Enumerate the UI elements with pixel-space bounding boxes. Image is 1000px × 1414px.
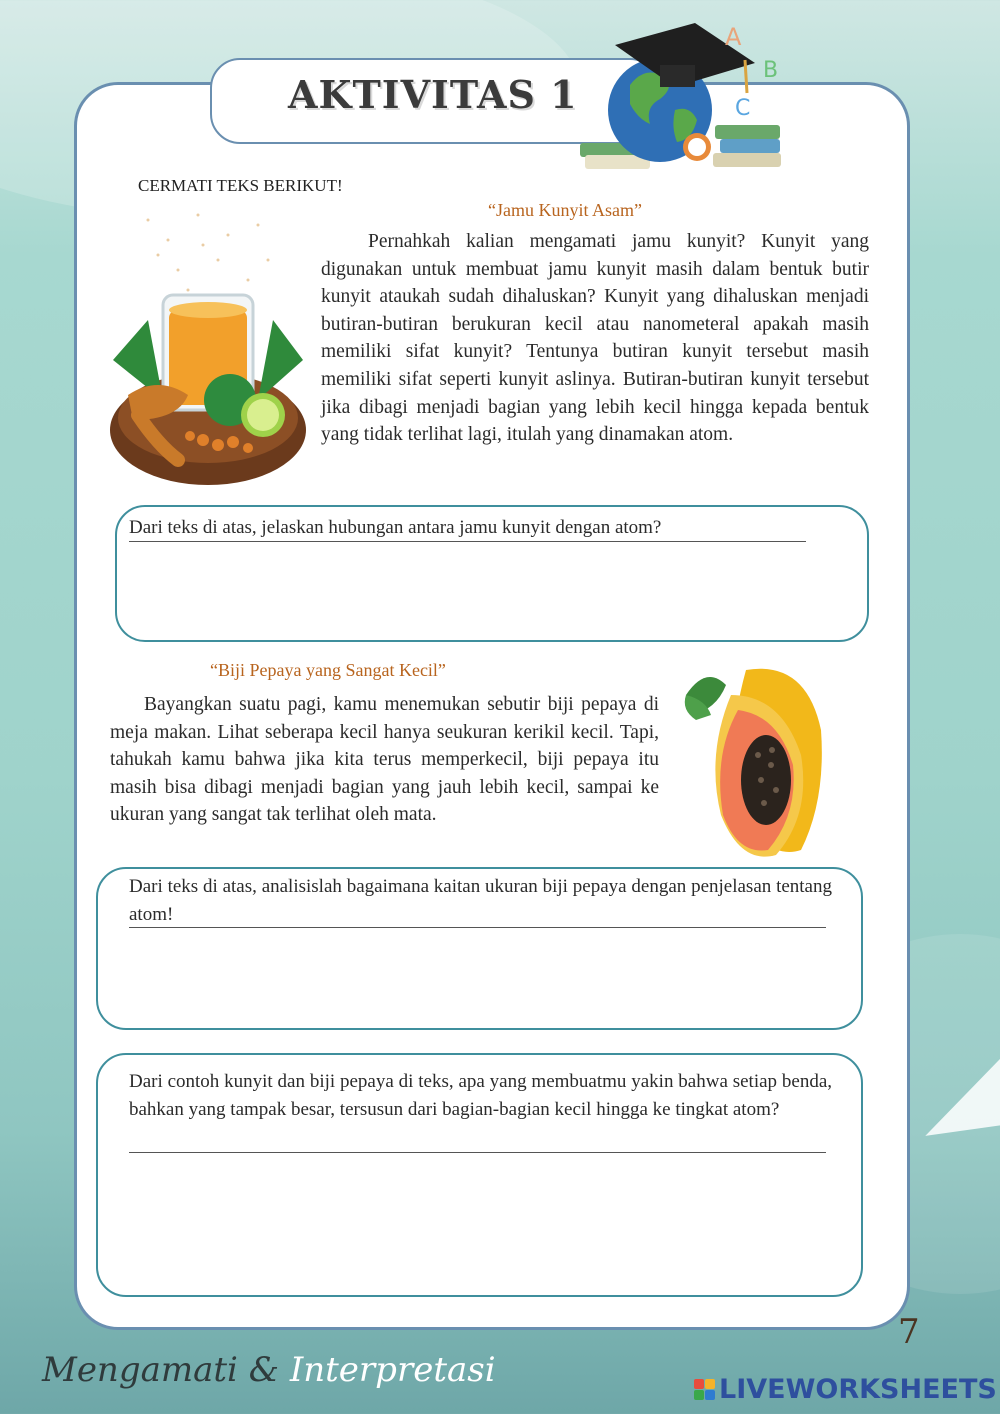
papaya-illustration <box>676 655 828 860</box>
question1-underline <box>129 541 806 542</box>
papaya-seeds-icon <box>741 735 791 825</box>
question1-answer-field[interactable] <box>130 550 854 634</box>
page-title: AKTIVITAS 1 <box>288 72 578 117</box>
page-number: 7 <box>898 1312 920 1352</box>
book-icon <box>715 125 780 139</box>
story1-text: Pernahkah kalian mengamati jamu kunyit? Kunyit yang digunakan untuk membuat jamu kunyit masih dalam bentuk butir kunyit ataukah sudah dihaluskan? Kunyit yang dihaluskan menjadi butiran-butiran berukuran kecil atau nanometeral apakah masih memiliki sifat kunyit? Tentunya butiran kunyit tersebut masih memiliki sifat seperti kunyit aslinya. Butiran-butiran kunyit tersebut jika dibagi menjadi bagian yang lebih kecil hingga kepada bentuk yang tidak terlihat lagi, itulah yang dinamakan atom. <box>321 231 869 446</box>
liveworksheets-grid-icon <box>694 1379 715 1400</box>
question3-text: Dari contoh kunyit dan biji pepaya di teks, apa yang membuatmu yakin bahwa setiap benda, bahkan yang tampak besar, tersusun dari bagian-bagian kecil hingga ke tingkat atom? <box>129 1071 832 1120</box>
story1-title: “Jamu Kunyit Asam” <box>488 200 642 220</box>
globe-graduation-illustration <box>575 15 795 185</box>
paper-plane-decoration <box>916 1054 1000 1136</box>
turmeric-drink-illustration <box>108 200 313 490</box>
instruction-heading: CERMATI TEKS BERIKUT! <box>138 176 343 195</box>
letter-a-icon: A <box>725 23 742 51</box>
question3-answer-field[interactable] <box>130 1160 854 1289</box>
story2-text: Bayangkan suatu pagi, kamu menemukan sebutir biji pepaya di meja makan. Lihat seberapa kecil hanya seukuran kerikil kecil. Tapi, tahukah kamu bahwa jika kita terus memperkecil, biji pepaya itu masih bisa dibagi menjadi bagian yang jauh lebih kecil, sampai ke ukuran yang sangat tak terlihat oleh mata. <box>110 694 659 826</box>
leaf-icon <box>258 320 303 400</box>
story2-title: “Biji Pepaya yang Sangat Kecil” <box>210 660 446 680</box>
letter-c-icon: C <box>735 96 751 121</box>
footer-ampersand: & <box>248 1350 279 1390</box>
letter-b-icon: B <box>763 58 779 83</box>
footer-title <box>42 1350 496 1390</box>
brand-text: LIVEWORKSHEETS <box>719 1374 997 1405</box>
question2-underline <box>129 927 826 928</box>
liveworksheets-logo[interactable] <box>694 1374 997 1405</box>
footer-word-observe: Mengamati <box>42 1350 238 1390</box>
question3-underline <box>129 1152 826 1153</box>
question2-answer-field[interactable] <box>130 935 854 1024</box>
footer-word-interpret: Interpretasi <box>289 1350 496 1390</box>
question2-text: Dari teks di atas, analisislah bagaimana kaitan ukuran biji pepaya dengan penjelasan tentang atom! <box>129 876 832 925</box>
question1-text: Dari teks di atas, jelaskan hubungan antara jamu kunyit dengan atom? <box>129 517 662 538</box>
